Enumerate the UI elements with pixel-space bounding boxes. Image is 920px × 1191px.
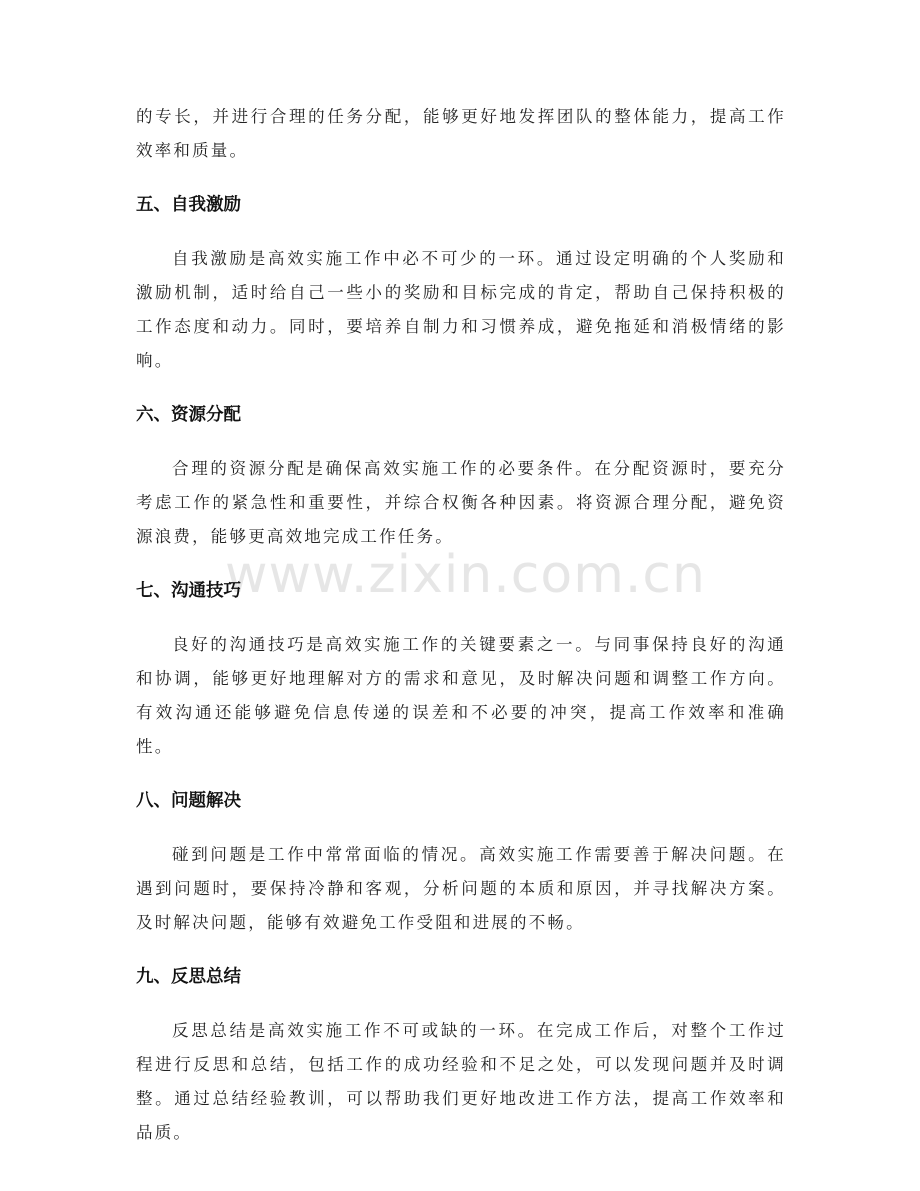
section-5-heading: 五、自我激励 bbox=[136, 195, 241, 215]
section-8-heading: 八、问题解决 bbox=[136, 791, 241, 811]
watermark: www.zixin.com.cn bbox=[225, 545, 706, 605]
section-9-heading: 九、反思总结 bbox=[136, 967, 241, 987]
section-9-paragraph: 反思总结是高效实施工作不可或缺的一环。在完成工作后，对整个工作过程进行反思和总结，包括工作的成功经验和不足之处，可以发现问题并及时调整。通过总结经验教训，可以帮助我们更好地改进工作方法，提高工作效率和品质。 bbox=[136, 1021, 786, 1142]
section-7-paragraph: 良好的沟通技巧是高效实施工作的关键要素之一。与同事保持良好的沟通和协调，能够更好地理解对方的需求和意见，及时解决问题和调整工作方向。有效沟通还能够避免信息传递的误差和不必要的冲突，提高工作效率和准确性。 bbox=[136, 635, 786, 756]
section-6-paragraph: 合理的资源分配是确保高效实施工作的必要条件。在分配资源时，要充分考虑工作的紧急性和重要性，并综合权衡各种因素。将资源合理分配，避免资源浪费，能够更高效地完成工作任务。 bbox=[136, 459, 786, 546]
section-8-paragraph: 碰到问题是工作中常常面临的情况。高效实施工作需要善于解决问题。在遇到问题时，要保持冷静和客观，分析问题的本质和原因，并寻找解决方案。及时解决问题，能够有效避免工作受阻和进展的不畅。 bbox=[136, 845, 786, 932]
section-6-heading: 六、资源分配 bbox=[136, 405, 241, 425]
document-body bbox=[136, 100, 786, 1150]
intro-paragraph: 的专长，并进行合理的任务分配，能够更好地发挥团队的整体能力，提高工作效率和质量。 bbox=[136, 107, 786, 160]
section-7-heading: 七、沟通技巧 bbox=[136, 581, 241, 601]
section-5-paragraph: 自我激励是高效实施工作中必不可少的一环。通过设定明确的个人奖励和激励机制，适时给自己一些小的奖励和目标完成的肯定，帮助自己保持积极的工作态度和动力。同时，要培养自制力和习惯养成，避免拖延和消极情绪的影响。 bbox=[136, 249, 786, 370]
